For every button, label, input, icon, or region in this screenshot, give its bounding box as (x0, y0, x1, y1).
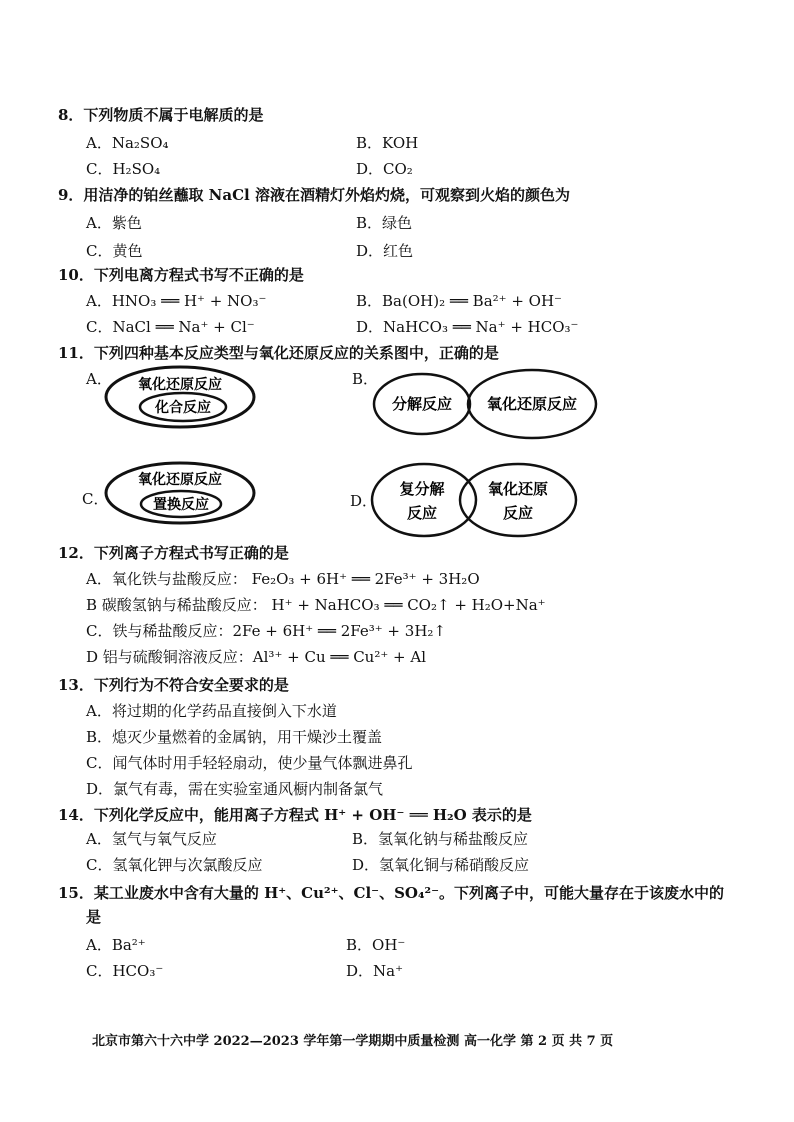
diagram-d-right-label-2: 反应 (502, 504, 534, 522)
diagram-c-inner-label: 置换反应 (153, 497, 209, 513)
q13-option-b: B．熄灭少量燃着的金属钠，用干燥沙土覆盖 (86, 728, 383, 746)
q14-stem: 14．下列化学反应中，能用离子方程式 H⁺ + OH⁻ ══ H₂O 表示的是 (58, 806, 532, 824)
q8-stem: 8．下列物质不属于电解质的是 (58, 106, 264, 124)
q14-option-d: D．氢氧化铜与稀硝酸反应 (352, 856, 530, 874)
diagram-a-outer-ellipse (106, 367, 254, 427)
q12-option-a: A．氧化铁与盐酸反应： Fe₂O₃ + 6H⁺ ══ 2Fe³⁺ + 3H₂O (86, 570, 480, 588)
diagram-a-outer-label: 氧化还原反应 (138, 377, 222, 393)
q15-option-a: A．Ba²⁺ (86, 936, 146, 954)
q11-label-d: D． (350, 492, 378, 510)
diagram-c-outer-label: 氧化还原反应 (138, 472, 222, 488)
q9-stem: 9．用洁净的铂丝蘸取 NaCl 溶液在酒精灯外焰灼烧，可观察到火焰的颜色为 (58, 186, 570, 204)
q13-option-a: A．将过期的化学药品直接倒入下水道 (86, 702, 337, 720)
diagram-c (106, 463, 254, 523)
q15-stem-continued: 是 (86, 908, 102, 926)
q9-option-a: A．紫色 (86, 214, 142, 232)
diagram-d-left-label-2: 反应 (406, 504, 438, 522)
q10-option-d: D．NaHCO₃ ══ Na⁺ + HCO₃⁻ (356, 318, 579, 336)
q10-option-b: B．Ba(OH)₂ ══ Ba²⁺ + OH⁻ (356, 292, 562, 310)
q8-option-d: D．CO₂ (356, 160, 413, 178)
q15-option-b: B．OH⁻ (346, 936, 406, 954)
q8-option-a: A．Na₂SO₄ (86, 134, 169, 152)
diagram-b (374, 370, 596, 438)
q11-label-a: A． (86, 370, 112, 388)
diagram-d-left-label-1: 复分解 (399, 480, 445, 498)
q13-option-c: C．闻气体时用手轻轻扇动，使少量气体飘进鼻孔 (86, 754, 413, 772)
q13-option-d: D．氯气有毒，需在实验室通风橱内制备氯气 (86, 780, 384, 798)
q14-option-c: C．氢氧化钾与次氯酸反应 (86, 856, 263, 874)
q12-option-c: C．铁与稀盐酸反应：2Fe + 6H⁺ ══ 2Fe³⁺ + 3H₂↑ (86, 622, 446, 640)
q12-option-d: D 铝与硫酸铜溶液反应：Al³⁺ + Cu ══ Cu²⁺ + Al (86, 648, 426, 666)
q10-stem: 10．下列电离方程式书写不正确的是 (58, 266, 304, 284)
q9-option-d: D．红色 (356, 242, 414, 260)
diagram-b-right-label: 氧化还原反应 (486, 395, 578, 413)
q15-stem: 15．某工业废水中含有大量的 H⁺、Cu²⁺、Cl⁻、SO₄²⁻。下列离子中，可能大量存在于该废水中的 (58, 884, 725, 902)
q8-option-b: B．KOH (356, 134, 419, 152)
q14-option-b: B．氢氧化钠与稀盐酸反应 (352, 830, 529, 848)
q14-option-a: A．氢气与氧气反应 (86, 830, 217, 848)
page-footer: 北京市第六十六中学 2022—2023 学年第一学期期中质量检测 高一化学 第 2 页 共 7 页 (92, 1034, 614, 1049)
q11-label-c: C． (82, 490, 109, 508)
q10-option-a: A．HNO₃ ══ H⁺ + NO₃⁻ (86, 292, 267, 310)
diagram-d-right-label-1: 氧化还原 (487, 480, 549, 498)
q9-option-b: B．绿色 (356, 214, 413, 232)
q15-option-c: C．HCO₃⁻ (86, 962, 164, 980)
diagram-a (106, 367, 254, 427)
q11-stem: 11．下列四种基本反应类型与氧化还原反应的关系图中，正确的是 (58, 344, 499, 362)
q11-label-b: B． (352, 370, 379, 388)
q9-option-c: C．黄色 (86, 242, 143, 260)
diagram-b-left-label: 分解反应 (391, 395, 453, 413)
q12-option-b: B 碳酸氢钠与稀盐酸反应： H⁺ + NaHCO₃ ══ CO₂↑ + H₂O+Na⁺ (86, 596, 546, 614)
diagram-d (372, 464, 576, 536)
q8-option-c: C．H₂SO₄ (86, 160, 161, 178)
diagram-d-right-ellipse (460, 464, 576, 536)
diagram-a-inner-label: 化合反应 (155, 400, 211, 416)
q15-option-d: D．Na⁺ (346, 962, 404, 980)
q12-stem: 12．下列离子方程式书写正确的是 (58, 544, 289, 562)
q10-option-c: C．NaCl ══ Na⁺ + Cl⁻ (86, 318, 255, 336)
q13-stem: 13．下列行为不符合安全要求的是 (58, 676, 289, 694)
